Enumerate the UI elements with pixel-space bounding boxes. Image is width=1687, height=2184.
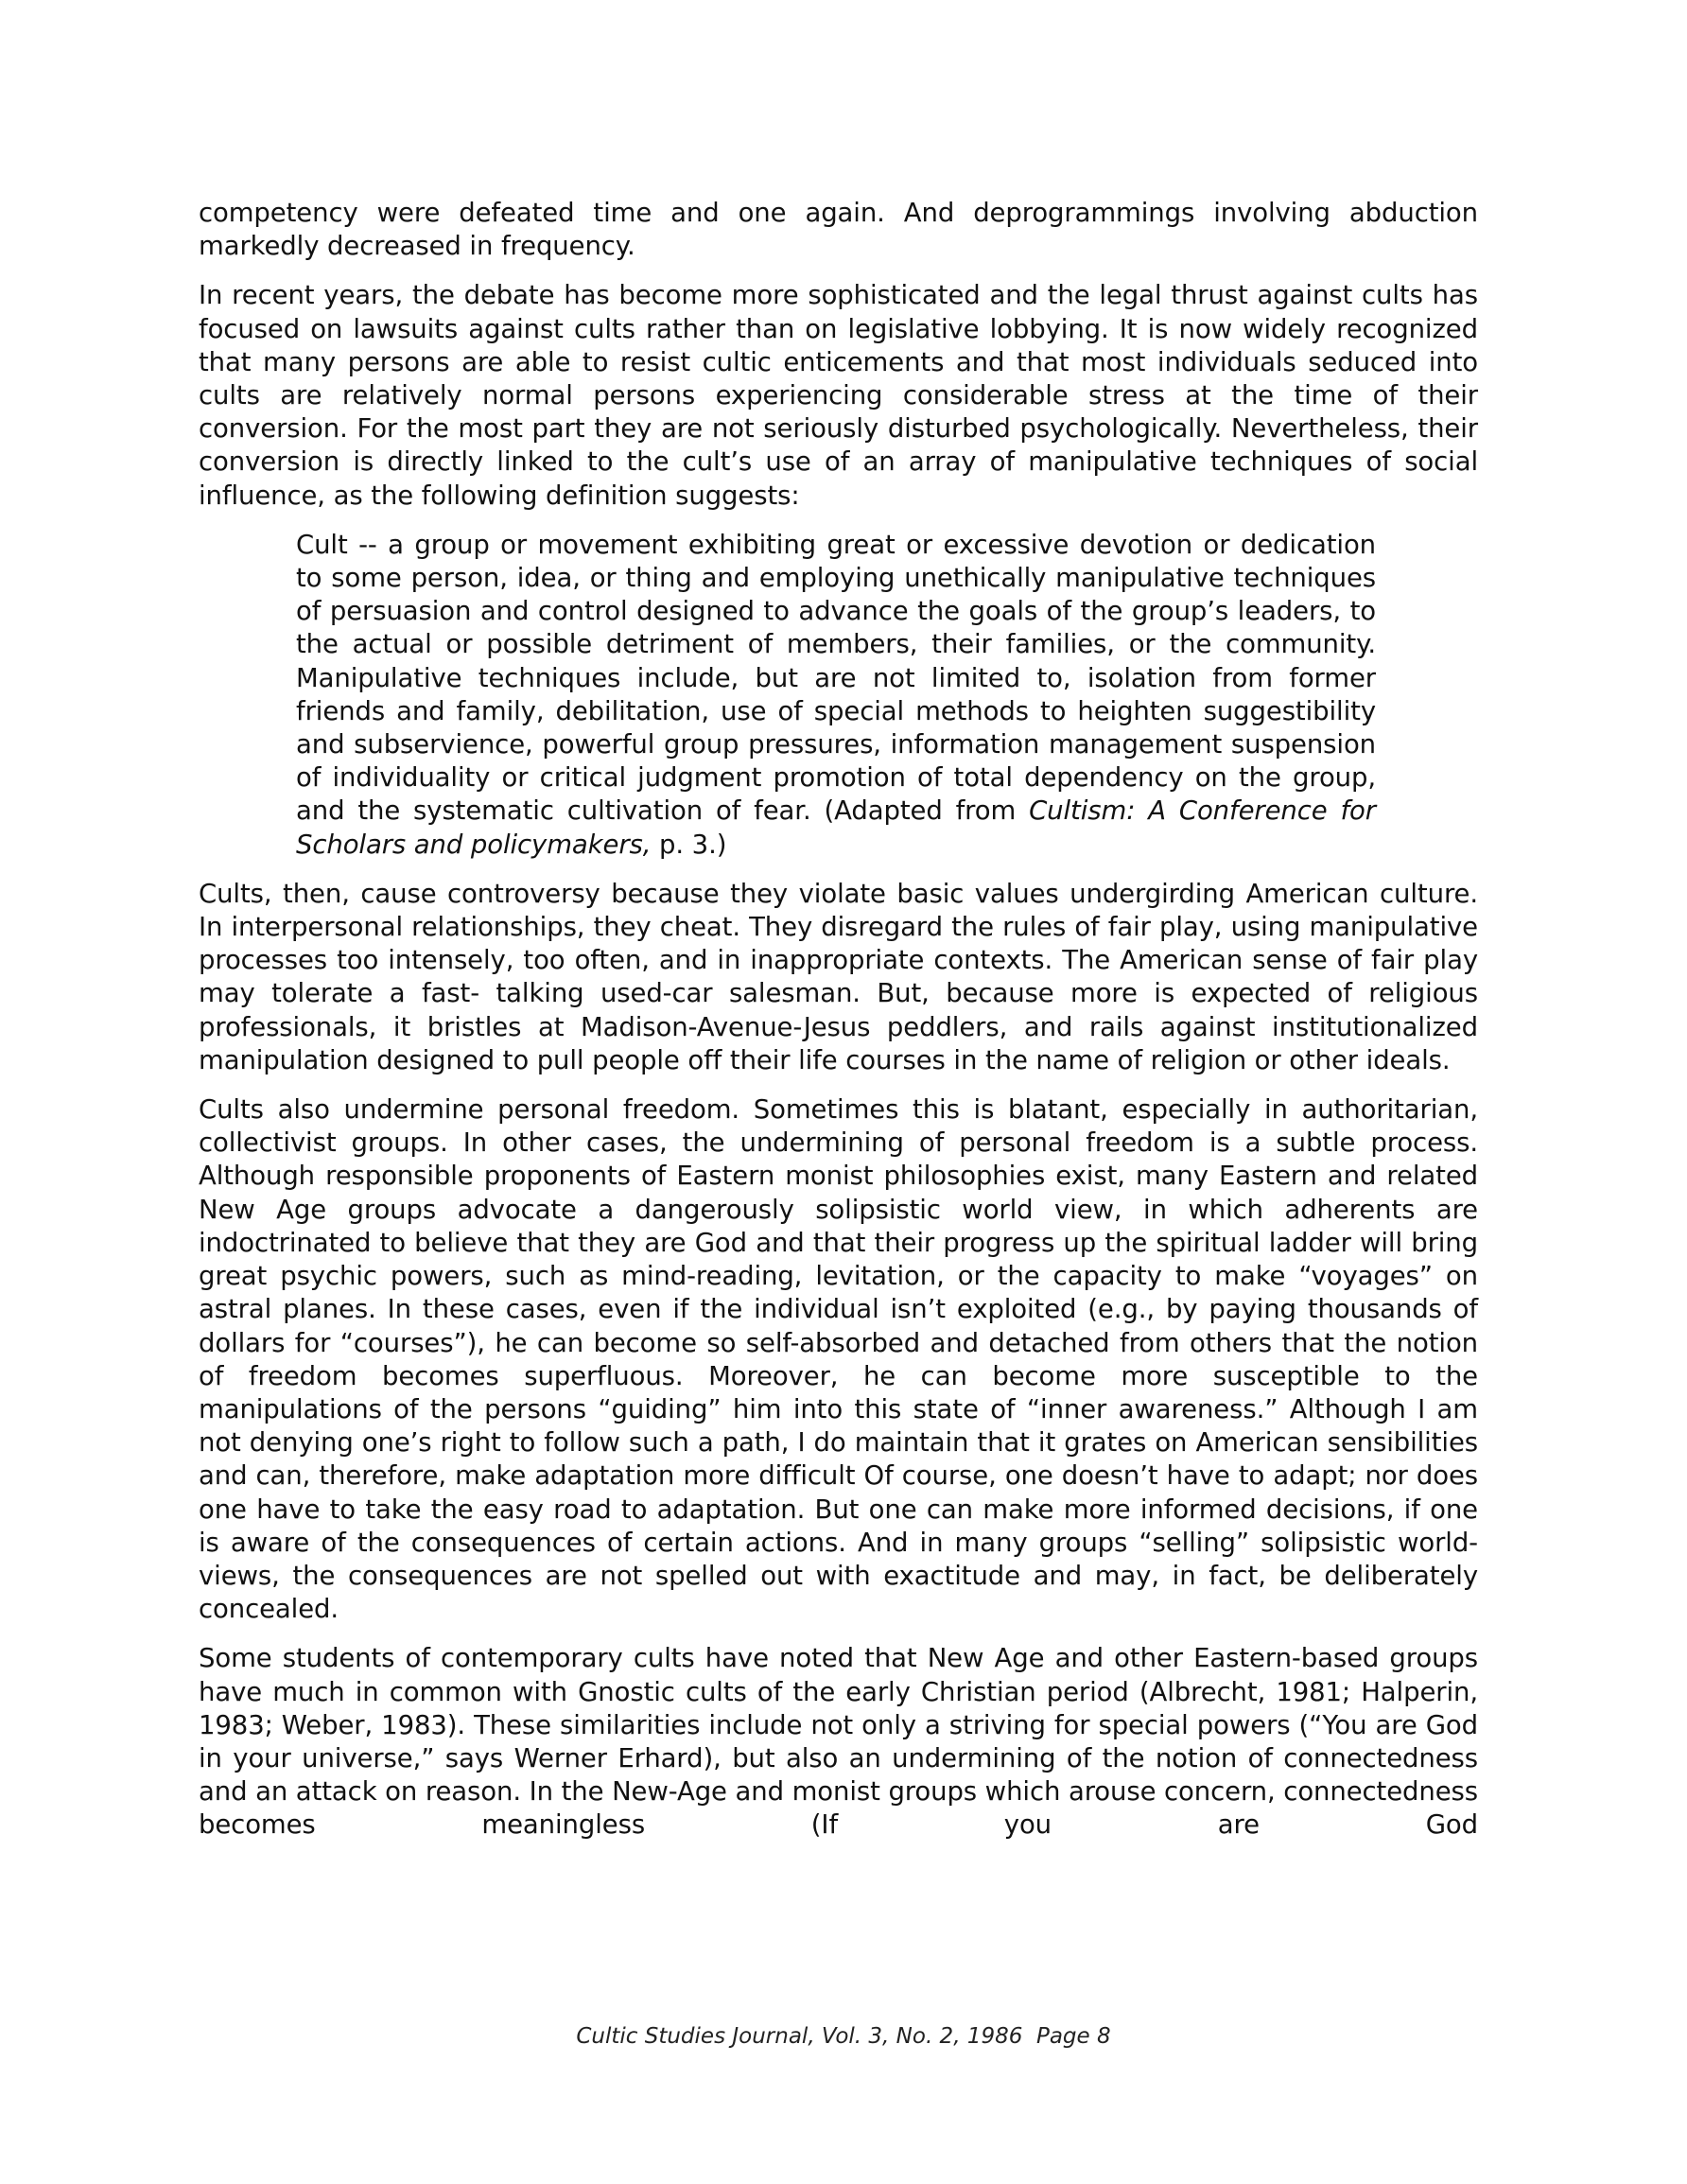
paragraph-personal-freedom: Cults also undermine personal freedom. Sometimes this is blatant, especially in authoritarian, collectivist groups. In other cases, the undermining of personal freedom is a subtle process. Although responsible proponents of Eastern monist philosophies exist, many Eastern and related New Age groups advocate a dangerously solipsistic world view, in which adherents are indoctrinated to believe that they are God and that their progress up the spiritual ladder will bring great psychic powers, such as mind-reading, levitation, or the capacity to make “voyages” on astral planes. In these cases, even if the individual isn’t exploited (e.g., by paying thousands of dollars for “courses”), he can become so self-absorbed and detached from others that the notion of freedom becomes superfluous. Moreover, he can become more susceptible to the manipulations of the persons “guiding” him into this state of “inner awareness.” Although I am not denying one’s right to follow such a path, I do maintain that it grates on American sensibilities and can, therefore, make adaptation more difficult Of course, one doesn’t have to adapt; nor does one have to take the easy road to adaptation. But one can make more informed decisions, if one is aware of the consequences of certain actions. And in many groups “selling” solipsistic world- views, the consequences are not spelled out with exactitude and may, in fact, be deliberately concealed. <box>199 1094 1478 1625</box>
definition-body: Cult -- a group or movement exhibiting great or excessive devotion or dedication to some person, idea, or thing and employing unethically manipulative techniques of persuasion and control designed to advance the goals of the group’s leaders, to the actual or possible detriment of members, their families, or the community. Manipulative techniques include, but are not limited to, isolation from former friends and family, debilitation, use of special methods to heighten suggestibility and subservience, powerful group pressures, information management suspension of individuality or critical judgment promotion of total dependency on the group, and the systematic cultivation of fear. (Adapted from <box>296 529 1376 827</box>
citation-title: Cultism: A Conference for Scholars and policymakers, <box>296 795 1376 860</box>
definition-text <box>296 529 1376 862</box>
paragraph-gnostic: Some students of contemporary cults have noted that New Age and other Eastern-based groups have much in common with Gnostic cults of the early Christian period (Albrecht, 1981; Halperin, 1983; Weber, 1983). These similarities include not only a striving for special powers (“You are God in your universe,” says Werner Erhard), but also an undermining of the notion of connectedness and an attack on reason. In the New-Age and monist groups which arouse concern, connectedness becomes meaningless (If you are God <box>199 1643 1478 1841</box>
paragraph-continued: competency were defeated time and one again. And deprogrammings involving abduction markedly decreased in frequency. <box>199 198 1478 262</box>
page-footer: Cultic Studies Journal, Vol. 3, No. 2, 1986 Page 8 <box>576 2024 1111 2049</box>
citation-page: p. 3.) <box>651 829 727 860</box>
paragraph-recent-years: In recent years, the debate has become more sophisticated and the legal thrust against cults has focused on lawsuits against cults rather than on legislative lobbying. It is now widely recognized that many persons are able to resist cultic enticements and that most individuals seduced into cults are relatively normal persons experiencing considerable stress at the time of their conversion. For the most part they are not seriously disturbed psychologically. Nevertheless, their conversion is directly linked to the cult’s use of an array of manipulative techniques of social influence, as the following definition suggests: <box>199 280 1478 511</box>
definition-blockquote <box>296 529 1376 862</box>
paragraph-controversy: Cults, then, cause controversy because they violate basic values undergirding American culture. In interpersonal relationships, they cheat. They disregard the rules of fair play, using manipulative processes too intensely, too often, and in inappropriate contexts. The American sense of fair play may tolerate a fast- talking used-car salesman. But, because more is expected of religious professionals, it bristles at Madison-Avenue-Jesus peddlers, and rails against institutionalized manipulation designed to pull people off their life courses in the name of religion or other ideals. <box>199 878 1478 1075</box>
page-body <box>199 197 1478 1859</box>
